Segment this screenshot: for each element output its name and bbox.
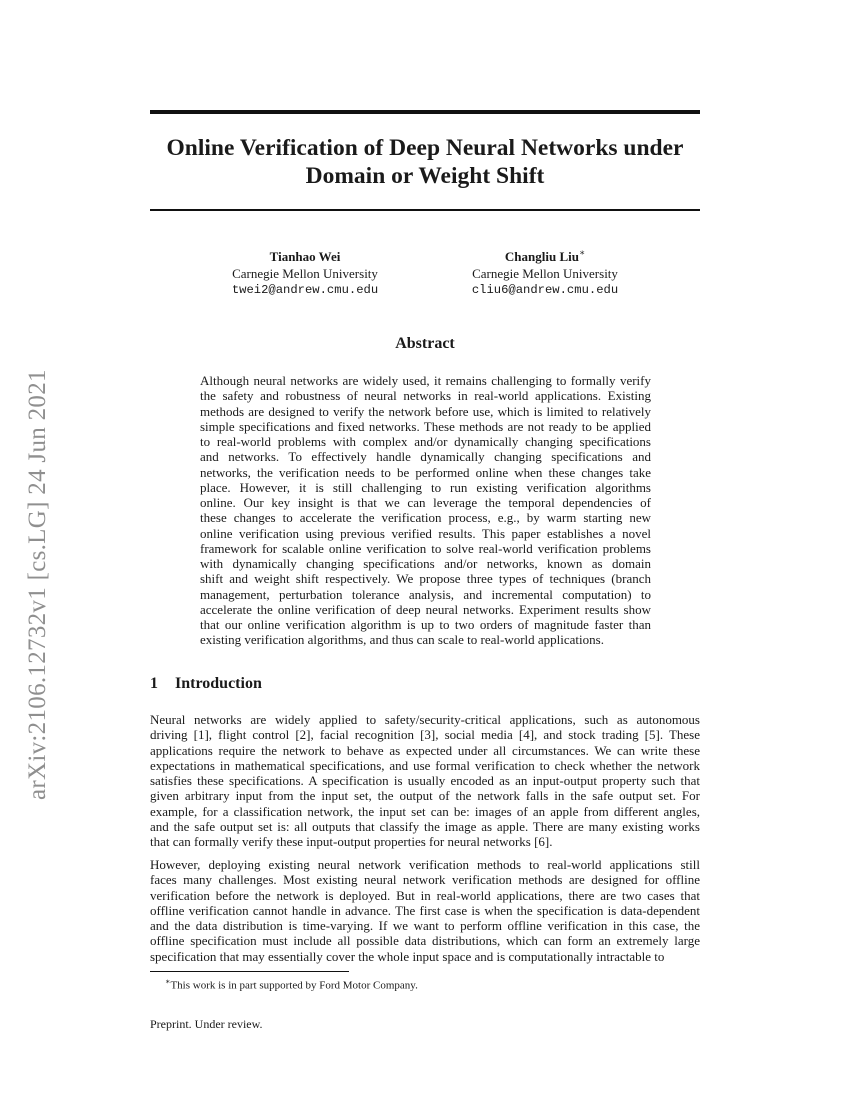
- abstract-line: to real-world problems with complex and/or dynamically changing specifications: [200, 434, 651, 449]
- footnote-marker: ∗: [165, 977, 171, 986]
- title-top-rule: [150, 110, 700, 114]
- abstract-line: and networks. To effectively handle dynamically changing specifications and: [200, 449, 651, 465]
- section-number: 1: [150, 675, 158, 692]
- intro-paragraph: [150, 857, 700, 964]
- author-email[interactable]: twei2@andrew.cmu.edu: [231, 283, 379, 297]
- abstract-line: Although neural networks are widely used, it remains challenging to formally verify: [200, 373, 651, 388]
- title-line: Online Verification of Deep Neural Networks under: [166, 135, 684, 161]
- paragraph-line: offline verification cannot handle in advance. The first case is when the specification is data-dependent: [150, 902, 700, 918]
- paragraph-line: driving [1], flight control [2], facial recognition [3], social media [4], and stock trading [5]. These: [150, 727, 700, 743]
- preprint-note: Preprint. Under review.: [150, 1017, 263, 1031]
- paragraph-line: that can formally verify these input-output properties for neural networks [6].: [150, 834, 553, 849]
- paragraph-line: applications require the network to behave as expected under all circumstances. We can write these: [150, 742, 700, 758]
- paragraph-line: specification that may essentially cover the whole input space and is computationally intractable to: [150, 948, 665, 964]
- abstract-heading: Abstract: [395, 335, 455, 352]
- paragraph-line: given arbitrary input from the input set, the output of the network falls in the safe output set. For: [150, 788, 700, 804]
- paragraph-line: example, for a classification network, the input set can be: images of an apple from different angles,: [150, 803, 700, 819]
- author-name: Tianhao Wei: [269, 249, 341, 264]
- abstract-line: simple specifications and fixed networks. These methods are not ready to be applied: [200, 418, 651, 434]
- footnote: [165, 975, 418, 993]
- abstract-line: online verification using previous verified results. This paper establishes a novel: [200, 525, 651, 541]
- footnote-marker: ∗: [578, 247, 586, 258]
- abstract-line: place. However, it is still challenging to run existing verification algorithms: [200, 479, 651, 495]
- author-affiliation: Carnegie Mellon University: [232, 266, 378, 281]
- author-affiliation: Carnegie Mellon University: [472, 266, 618, 281]
- abstract-line: that our online verification algorithm is up to two orders of magnitude faster than: [200, 617, 651, 632]
- arxiv-identifier-stamp: arXiv:2106.12732v1 [cs.LG] 24 Jun 2021: [24, 369, 51, 800]
- paragraph-line: expectations in mathematical specifications, and use formal verification to check whether the network: [150, 757, 700, 773]
- abstract-line: networks, the verification needs to be performed online when these changes take: [200, 464, 651, 480]
- section-heading: [150, 675, 262, 693]
- paragraph-line: satisfies these specifications. A specification is usually encoded as an input-output property such that: [150, 773, 700, 788]
- author-block: [195, 248, 415, 299]
- title-bottom-rule: [150, 209, 700, 211]
- abstract-line: existing verification algorithms, and thus can scale to real-world applications.: [200, 632, 604, 648]
- intro-paragraph: [150, 712, 700, 849]
- paragraph-line: and the data distribution is time-varying. If we want to perform offline verification in this case, the: [150, 918, 700, 933]
- paragraph-line: However, deploying existing neural network verification methods to real-world applications still: [150, 857, 700, 872]
- abstract-line: management, perturbation tolerance analysis, and incremental computation) to: [200, 586, 651, 602]
- abstract-line: shift and weight shift respectively. We propose three types of techniques (branch: [200, 571, 651, 587]
- abstract-line: methods are designed to verify the network before use, which is limited to relatively: [200, 403, 651, 419]
- abstract-line: accelerate the online verification of deep neural networks. Experiment results show: [200, 601, 651, 617]
- paper-title: [150, 134, 700, 190]
- abstract-line: these changes to accelerate the verification process, e.g., by warm starting new: [200, 510, 651, 526]
- author-block: [435, 248, 655, 299]
- paragraph-line: and the safe output set is: all outputs that classify the image as apple. There are many existing works: [150, 818, 700, 834]
- paragraph-line: verification before the network is deployed. But in real-world applications, there are two cases that: [150, 887, 700, 903]
- abstract-line: with dynamically changing specifications and/or networks, known as domain: [200, 556, 651, 571]
- author-email[interactable]: cliu6@andrew.cmu.edu: [471, 283, 619, 297]
- abstract-line: framework for scalable online verification to solve real-world verification problems: [200, 540, 651, 556]
- paragraph-line: Neural networks are widely applied to safety/security-critical applications, such as autonomous: [150, 712, 700, 727]
- paragraph-line: offline specification must include all possible data distributions, which can form an extremely large: [150, 933, 700, 949]
- abstract-line: online. Our key insight is that we can leverage the temporal dependencies of: [200, 495, 651, 510]
- footnote-text: This work is in part supported by Ford Motor Company.: [170, 979, 418, 992]
- title-line: Domain or Weight Shift: [305, 163, 545, 189]
- footnote-rule: [150, 971, 349, 972]
- abstract-body: [200, 373, 651, 648]
- section-title: Introduction: [175, 675, 262, 692]
- author-name: Changliu Liu∗: [504, 247, 586, 264]
- abstract-line: the safety and robustness of neural networks in real-world applications. Existing: [200, 388, 651, 404]
- paragraph-line: faces many challenges. Most existing neural network verification methods are designed for offline: [150, 872, 700, 888]
